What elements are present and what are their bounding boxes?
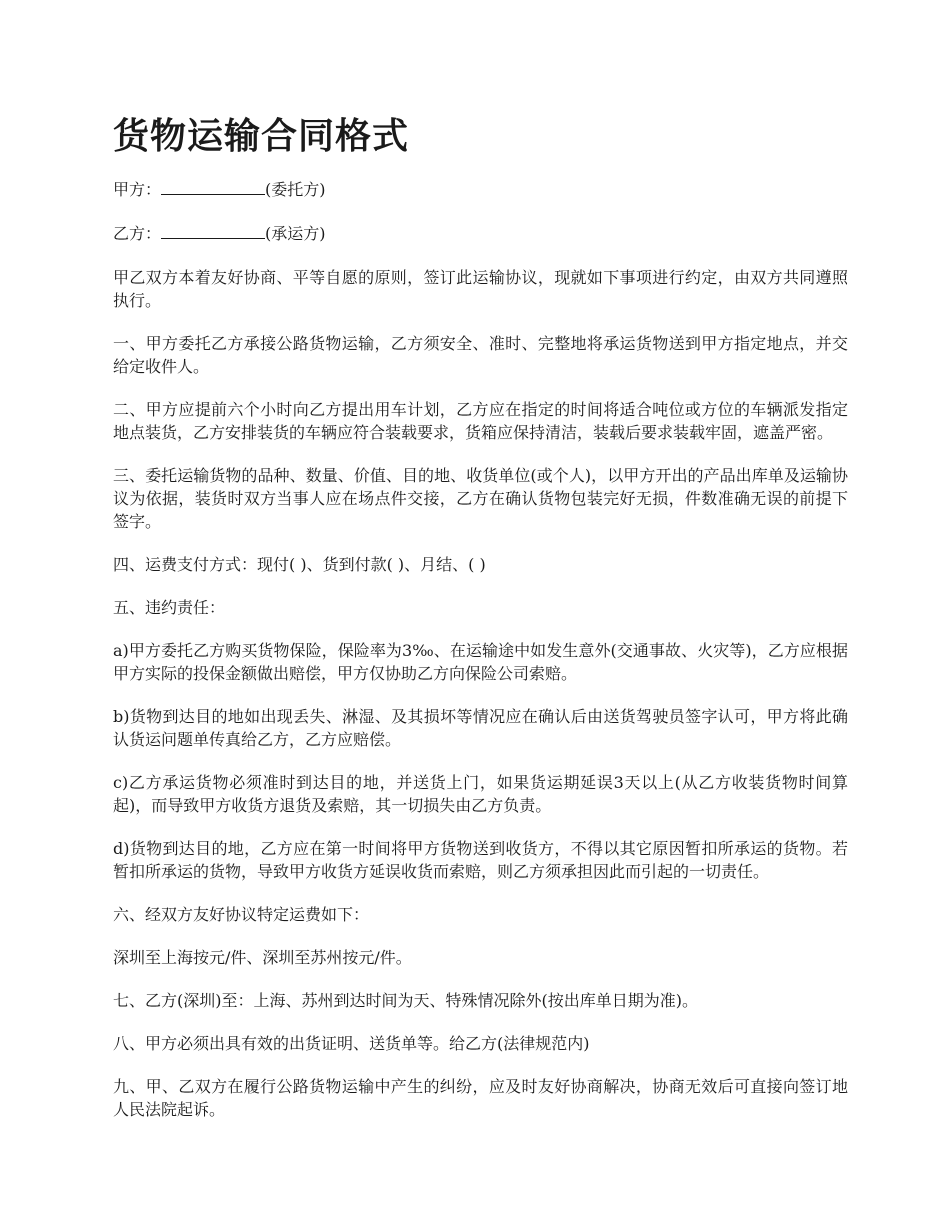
clause-6-heading: 六、经双方友好协议特定运费如下： bbox=[113, 905, 370, 924]
clause-5a: a)甲方委托乙方购买货物保险，保险率为3‰、在运输途中如发生意外(交通事故、火灾等)，乙方应根据甲方实际的投保金额做出赔偿，甲方仅协助乙方向保险公司索赔。 bbox=[113, 641, 848, 683]
clause-7: 七、乙方(深圳)至：上海、苏州到达时间为天、特殊情况除外(按出库单日期为准)。 bbox=[113, 991, 698, 1010]
party-a-blank bbox=[161, 180, 265, 195]
clause-8: 八、甲方必须出具有效的出货证明、送货单等。给乙方(法律规范内) bbox=[113, 1034, 590, 1053]
clause-5d: d)货物到达目的地，乙方应在第一时间将甲方货物送到收货方，不得以其它原因暂扣所承运的货物。若暂扣所承运的货物，导致甲方收货方延误收货而索赔，则乙方须承担因此而引起的一切责任。 bbox=[113, 839, 848, 881]
party-a-line bbox=[113, 178, 848, 201]
document-page bbox=[113, 108, 848, 1141]
party-b-blank bbox=[161, 224, 265, 239]
clause-4-payment: 四、运费支付方式：现付( )、货到付款( )、月结、( ) bbox=[113, 555, 486, 574]
clause-3: 三、委托运输货物的品种、数量、价值、目的地、收货单位(或个人)，以甲方开出的产品出库单及运输协议为依据，装货时双方当事人应在场点件交接，乙方在确认货物包装完好无损，件数准确无误的前提下签字。 bbox=[113, 466, 848, 531]
party-a-label: 甲方： bbox=[113, 180, 162, 199]
clause-9: 九、甲、乙双方在履行公路货物运输中产生的纠纷，应及时友好协商解决，协商无效后可直接向签订地人民法院起诉。 bbox=[113, 1077, 848, 1119]
intro-paragraph: 甲乙双方本着友好协商、平等自愿的原则，签订此运输协议，现就如下事项进行约定，由双方共同遵照执行。 bbox=[113, 268, 848, 310]
clause-1: 一、甲方委托乙方承接公路货物运输，乙方须安全、准时、完整地将承运货物送到甲方指定地点，并交给定收件人。 bbox=[113, 334, 848, 376]
party-b-line bbox=[113, 222, 848, 245]
party-b-label: 乙方： bbox=[113, 224, 162, 243]
clause-5-heading: 五、违约责任： bbox=[113, 598, 226, 617]
clause-2: 二、甲方应提前六个小时向乙方提出用车计划，乙方应在指定的时间将适合吨位或方位的车辆派发指定地点装货，乙方安排装货的车辆应符合装载要求，货箱应保持清洁，装载后要求装载牢固，遮盖严密。 bbox=[113, 400, 848, 442]
clause-5c: c)乙方承运货物必须准时到达目的地，并送货上门，如果货运期延误3天以上(从乙方收装货物时间算起)，而导致甲方收货方退货及索赔，其一切损失由乙方负责。 bbox=[113, 773, 848, 815]
party-a-role: (委托方) bbox=[265, 180, 326, 199]
document-title: 货物运输合同格式 bbox=[113, 115, 410, 157]
clause-6-rates: 深圳至上海按元/件、深圳至苏州按元/件。 bbox=[113, 948, 412, 967]
clause-5b: b)货物到达目的地如出现丢失、淋湿、及其损坏等情况应在确认后由送货驾驶员签字认可，甲方将此确认货运问题单传真给乙方，乙方应赔偿。 bbox=[113, 707, 848, 749]
party-b-role: (承运方) bbox=[265, 224, 326, 243]
